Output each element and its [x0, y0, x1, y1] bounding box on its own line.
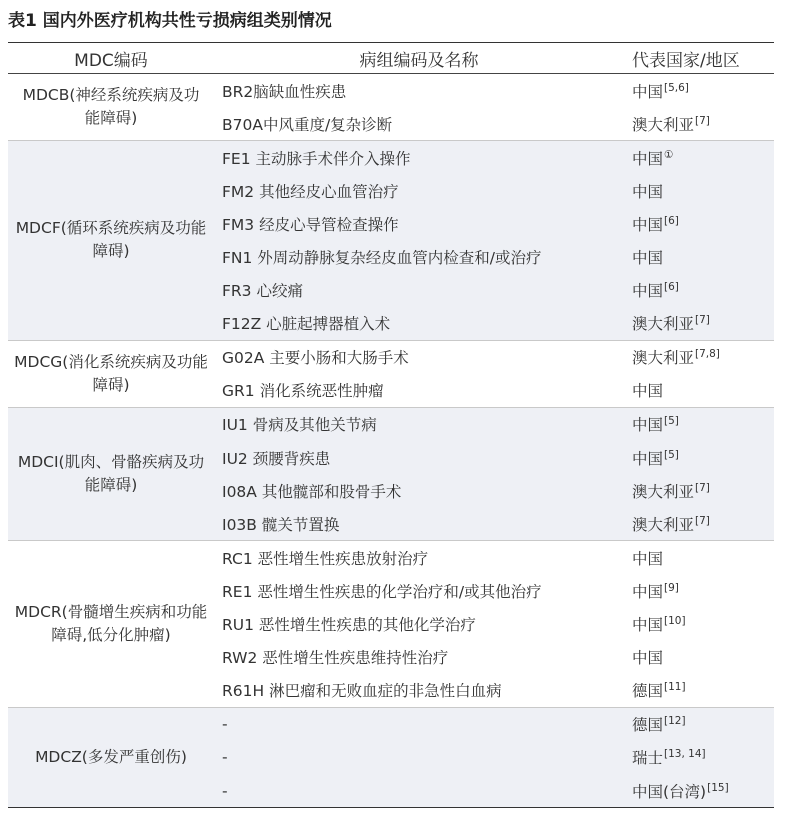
mdc-group-name: MDCF(循环系统疾病及功能障碍): [15, 219, 207, 261]
drg-name: F12Z 心脏起搏器植入术: [222, 315, 391, 334]
region-cell: 中国[5,6]: [632, 81, 689, 101]
table-row: [214, 374, 774, 407]
mdc-group-i: [8, 408, 774, 541]
drg-name: G02A 主要小肠和大肠手术: [222, 349, 409, 368]
mdc-group-name: MDCZ(多发严重创伤): [35, 747, 187, 766]
table-row: [214, 441, 774, 474]
drg-name: IU1 骨病及其他关节病: [222, 416, 377, 435]
drg-name: GR1 消化系统恶性肿瘤: [222, 382, 384, 401]
table-row: [214, 141, 774, 174]
drg-name: -: [222, 748, 228, 767]
citation-ref: [7]: [695, 314, 710, 327]
citation-ref: [13, 14]: [664, 748, 706, 761]
region-cell: 中国[6]: [632, 281, 679, 301]
mdc-group-f: [8, 141, 774, 341]
table-row: [214, 107, 774, 140]
citation-ref: [5,6]: [664, 81, 689, 94]
table-row: [214, 574, 774, 607]
mdc-group-b: [8, 74, 774, 141]
mdc-group-name: MDCG(消化系统疾病及功能障碍): [14, 352, 208, 394]
citation-ref: [7]: [695, 114, 710, 127]
table-row: [214, 708, 774, 741]
drg-loss-table: [8, 42, 774, 808]
mdc-group-r: [8, 541, 774, 707]
citation-ref: [10]: [664, 615, 686, 628]
citation-ref: [6]: [664, 214, 679, 227]
table-caption: 表1 国内外医疗机构共性亏损病组类别情况: [8, 11, 332, 31]
table-row: [214, 274, 774, 307]
table-row: [214, 474, 774, 507]
mdc-group-name: MDCR(骨髓增生疾病和功能障碍,低分化肿瘤): [14, 603, 208, 645]
region-cell: 澳大利亚[7]: [632, 314, 710, 334]
drg-name: RW2 恶性增生性疾患维持性治疗: [222, 649, 449, 668]
table-row: [214, 641, 774, 674]
drg-name: FM2 其他经皮心血管治疗: [222, 182, 399, 201]
drg-name: -: [222, 781, 228, 800]
drg-name: FM3 经皮心导管检查操作: [222, 215, 399, 234]
drg-name: -: [222, 715, 228, 734]
region-cell: 澳大利亚[7]: [632, 514, 710, 534]
citation-ref: [7]: [695, 481, 710, 494]
drg-name: R61H 淋巴瘤和无败血症的非急性白血病: [222, 682, 502, 701]
citation-ref: ①: [664, 148, 674, 161]
region-cell: 中国(台湾)[15]: [632, 781, 729, 801]
header-mdc: MDC编码: [74, 50, 148, 71]
region-cell: 中国: [632, 249, 664, 268]
drg-name: I03B 髋关节置换: [222, 515, 340, 534]
citation-ref: [7]: [695, 514, 710, 527]
region-cell: 澳大利亚[7]: [632, 481, 710, 501]
drg-name: RC1 恶性增生性疾患放射治疗: [222, 549, 429, 568]
citation-ref: [15]: [707, 781, 729, 794]
mdc-group-g: [8, 341, 774, 408]
region-cell: 中国[10]: [632, 615, 686, 635]
drg-name: RU1 恶性增生性疾患的其他化学治疗: [222, 616, 476, 635]
region-cell: 澳大利亚[7,8]: [632, 348, 720, 368]
table-header-row: [8, 43, 774, 74]
region-cell: 瑞士[13, 14]: [632, 748, 706, 768]
region-cell: 中国[6]: [632, 214, 679, 234]
table-row: [214, 541, 774, 574]
drg-name: I08A 其他髋部和股骨手术: [222, 482, 402, 501]
table-row: [214, 307, 774, 340]
table-row: [214, 174, 774, 207]
drg-name: FN1 外周动静脉复杂经皮血管内检查和/或治疗: [222, 249, 542, 268]
region-cell: 中国: [632, 549, 664, 568]
table-row: [214, 207, 774, 240]
table-row: [214, 608, 774, 641]
region-cell: 中国[9]: [632, 581, 679, 601]
region-cell: 德国[12]: [632, 715, 686, 735]
citation-ref: [5]: [664, 415, 679, 428]
drg-name: IU2 颈腰背疾患: [222, 449, 331, 468]
drg-name: FR3 心绞痛: [222, 282, 303, 301]
mdc-group-name: MDCB(神经系统疾病及功能障碍): [22, 86, 200, 128]
mdc-group-name: MDCI(肌肉、骨骼疾病及功能障碍): [17, 453, 205, 495]
table-row: [214, 408, 774, 441]
region-cell: 中国[5]: [632, 448, 679, 468]
table-row: [214, 341, 774, 374]
citation-ref: [9]: [664, 581, 679, 594]
table-row: [214, 240, 774, 273]
region-cell: 中国: [632, 649, 664, 668]
drg-name: RE1 恶性增生性疾患的化学治疗和/或其他治疗: [222, 582, 542, 601]
region-cell: 中国①: [632, 148, 674, 168]
table-row: [214, 74, 774, 107]
table-row: [214, 674, 774, 707]
region-cell: 中国: [632, 382, 664, 401]
citation-ref: [6]: [664, 281, 679, 294]
table-row: [214, 741, 774, 774]
drg-name: FE1 主动脉手术伴介入操作: [222, 149, 411, 168]
citation-ref: [7,8]: [695, 348, 720, 361]
header-region: 代表国家/地区: [632, 50, 740, 71]
citation-ref: [11]: [664, 681, 686, 694]
drg-name: BR2脑缺血性疾患: [222, 82, 347, 101]
citation-ref: [12]: [664, 715, 686, 728]
header-drg: 病组编码及名称: [359, 50, 479, 71]
table-row: [214, 507, 774, 540]
drg-name: B70A中风重度/复杂诊断: [222, 115, 393, 134]
table-row: [214, 774, 774, 807]
region-cell: 中国[5]: [632, 415, 679, 435]
region-cell: 澳大利亚[7]: [632, 114, 710, 134]
region-cell: 德国[11]: [632, 681, 686, 701]
citation-ref: [5]: [664, 448, 679, 461]
mdc-group-z: [8, 708, 774, 807]
region-cell: 中国: [632, 182, 664, 201]
